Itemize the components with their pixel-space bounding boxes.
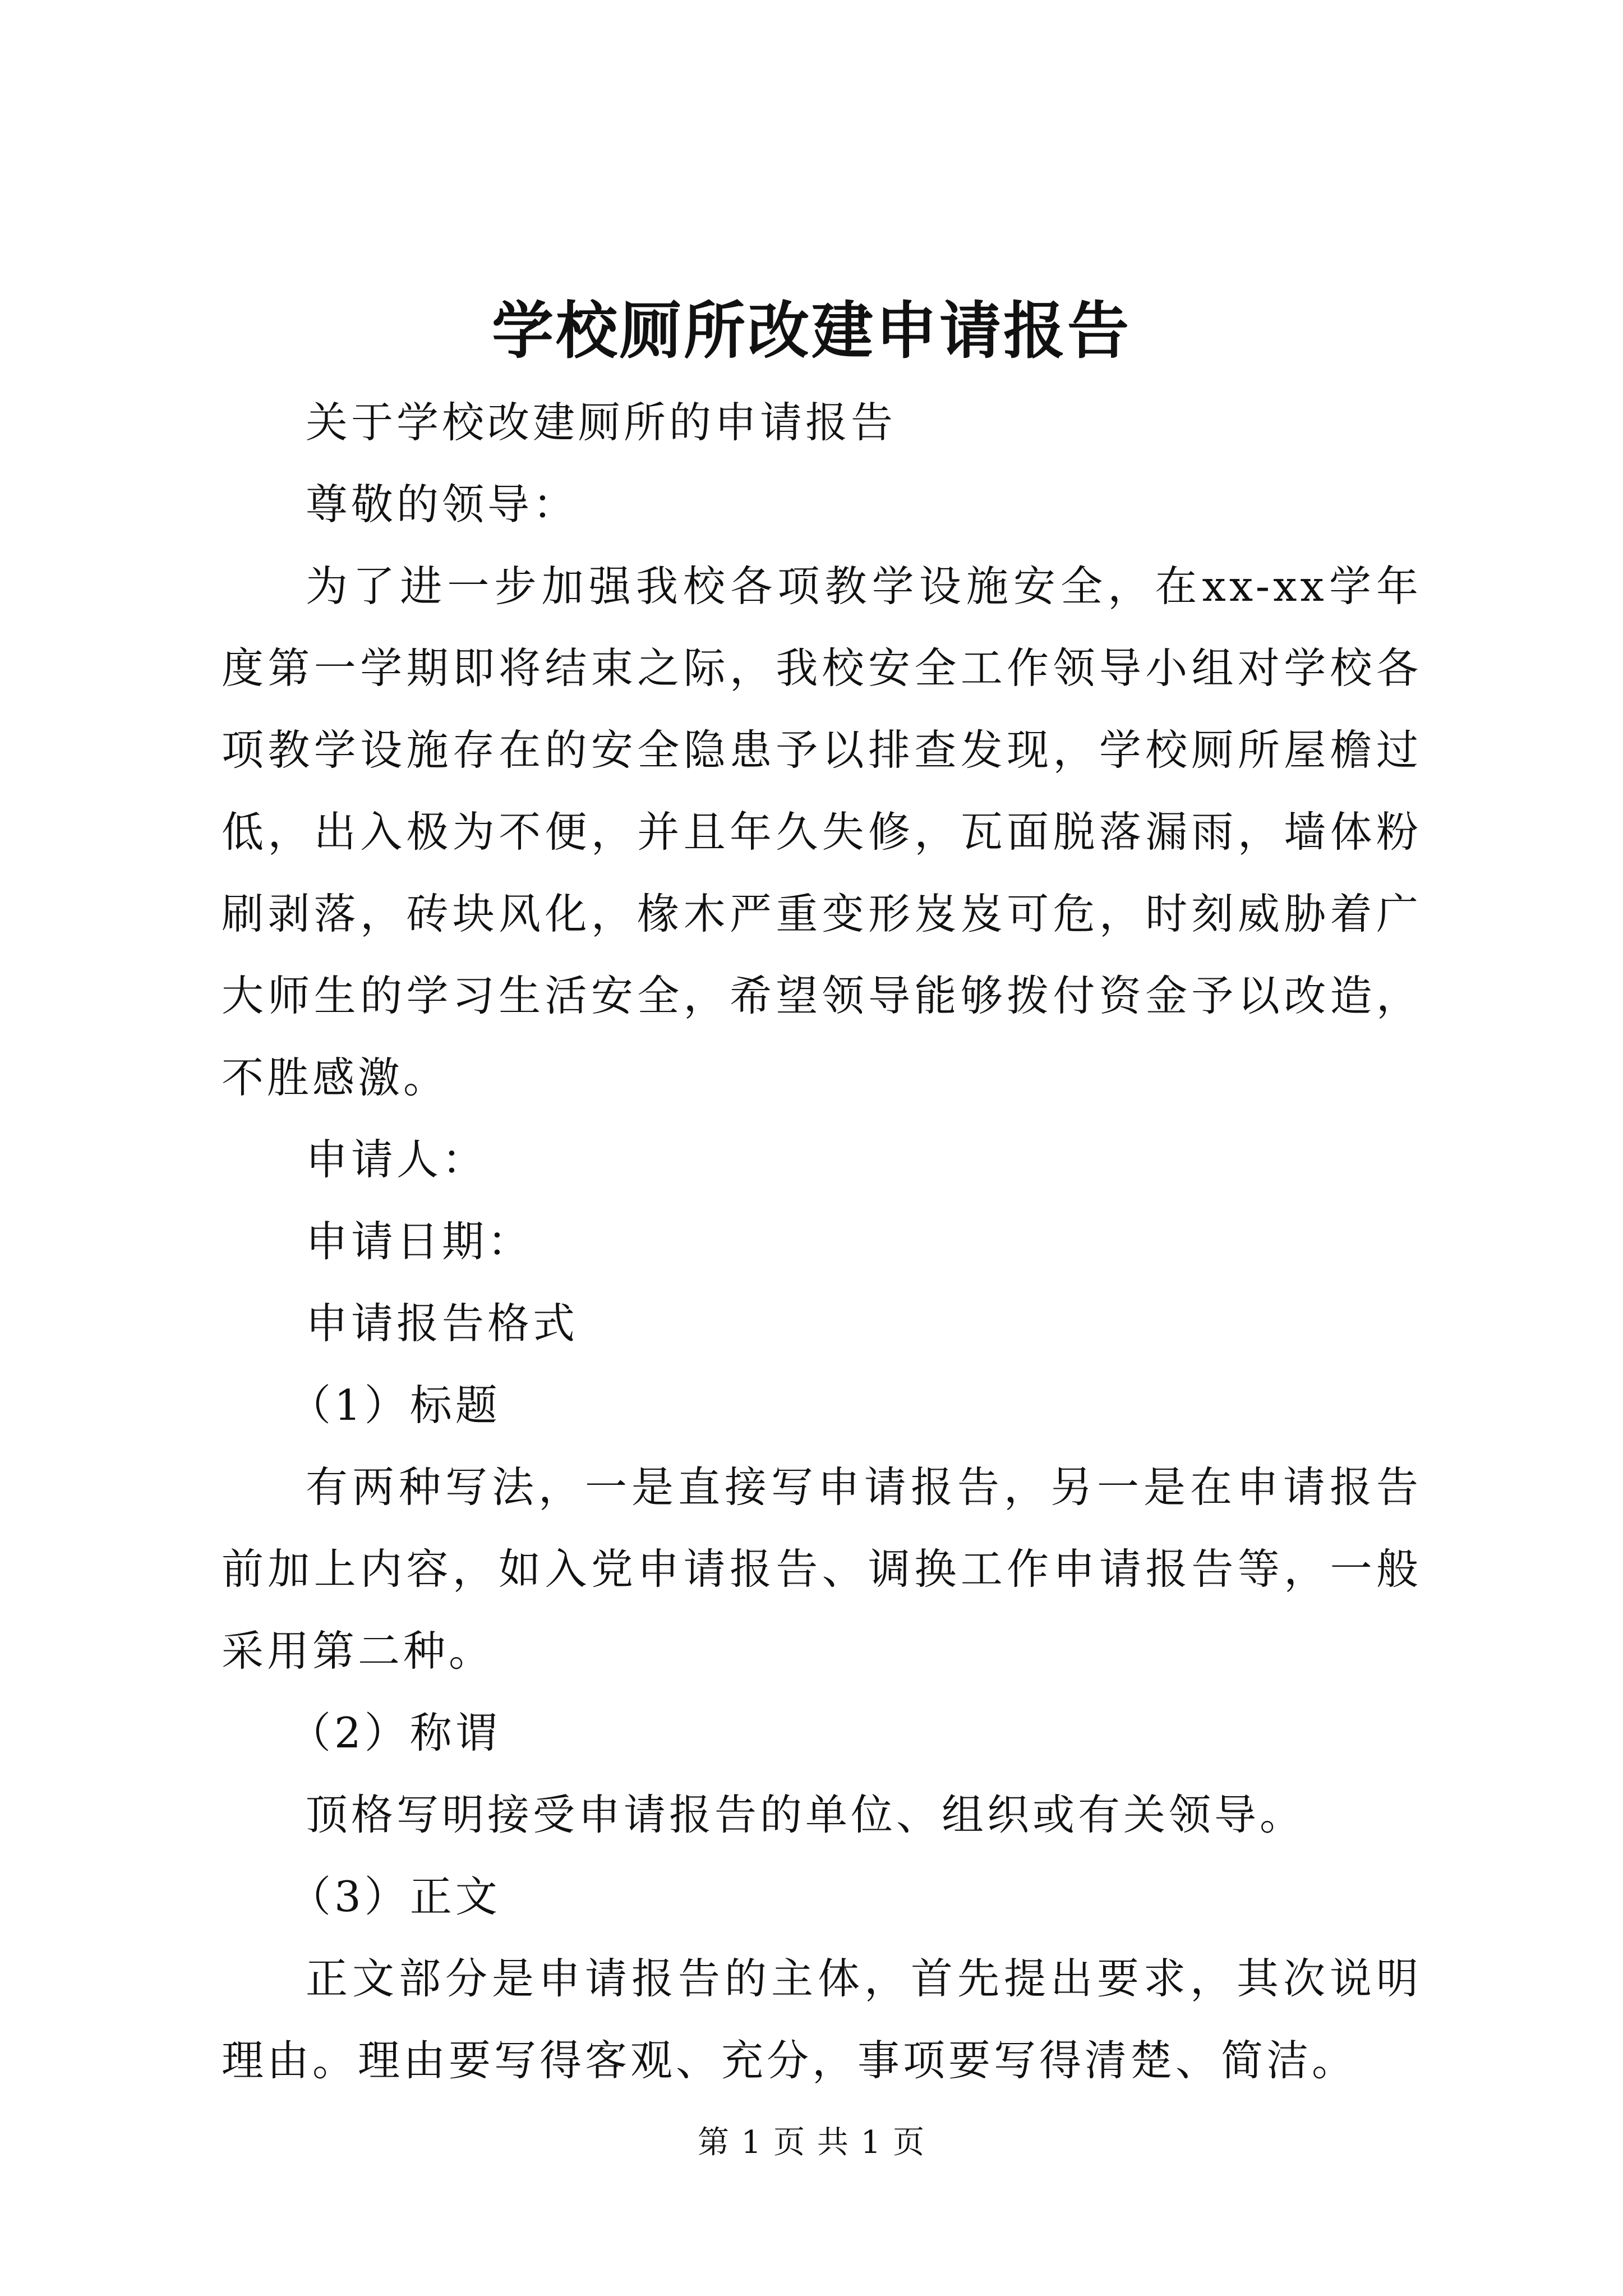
- section-heading-title: （1）标题: [289, 1381, 501, 1430]
- page-footer: 第 1 页 共 1 页: [697, 2124, 926, 2161]
- format-heading: 申请报告格式: [306, 1299, 579, 1348]
- salutation-paragraph: 尊敬的领导：: [306, 480, 579, 529]
- title-description-paragraph: 有两种写法，一是直接写申请报告，另一是在申请报告前加上内容，如入党申请报告、调换工作申请报告等，一般采用第二种。: [222, 1462, 1422, 1676]
- salutation-description-paragraph: 顶格写明接受申请报告的单位、组织或有关领导。: [306, 1790, 1306, 1839]
- body-paragraph: 为了进一步加强我校各项教学设施安全，在xx-xx学年度第一学期即将结束之际，我校安全工作领导小组对学校各项教学设施存在的安全隐患予以排查发现，学校厕所屋檐过低，出入极为不便，并且年久失修，瓦面脱落漏雨，墙体粉刷剥落，砖块风化，椽木严重变形岌岌可危，时刻威胁着广大师生的学习生活安全，希望领导能够拨付资金予以改造，不胜感激。: [222, 562, 1422, 1102]
- body-description-paragraph: 正文部分是申请报告的主体，首先提出要求，其次说明理由。理由要写得客观、充分，事项要写得清楚、简洁。: [222, 1954, 1422, 2085]
- document-title: 学校厕所改建申请报告: [492, 295, 1131, 367]
- section-heading-body: （3）正文: [289, 1872, 501, 1921]
- section-heading-salutation: （2）称谓: [289, 1708, 501, 1757]
- applicant-line: 申请人：: [306, 1135, 488, 1184]
- document-body: [222, 381, 1422, 2101]
- application-date-line: 申请日期：: [306, 1217, 533, 1266]
- subtitle-paragraph: 关于学校改建厕所的申请报告: [306, 398, 897, 447]
